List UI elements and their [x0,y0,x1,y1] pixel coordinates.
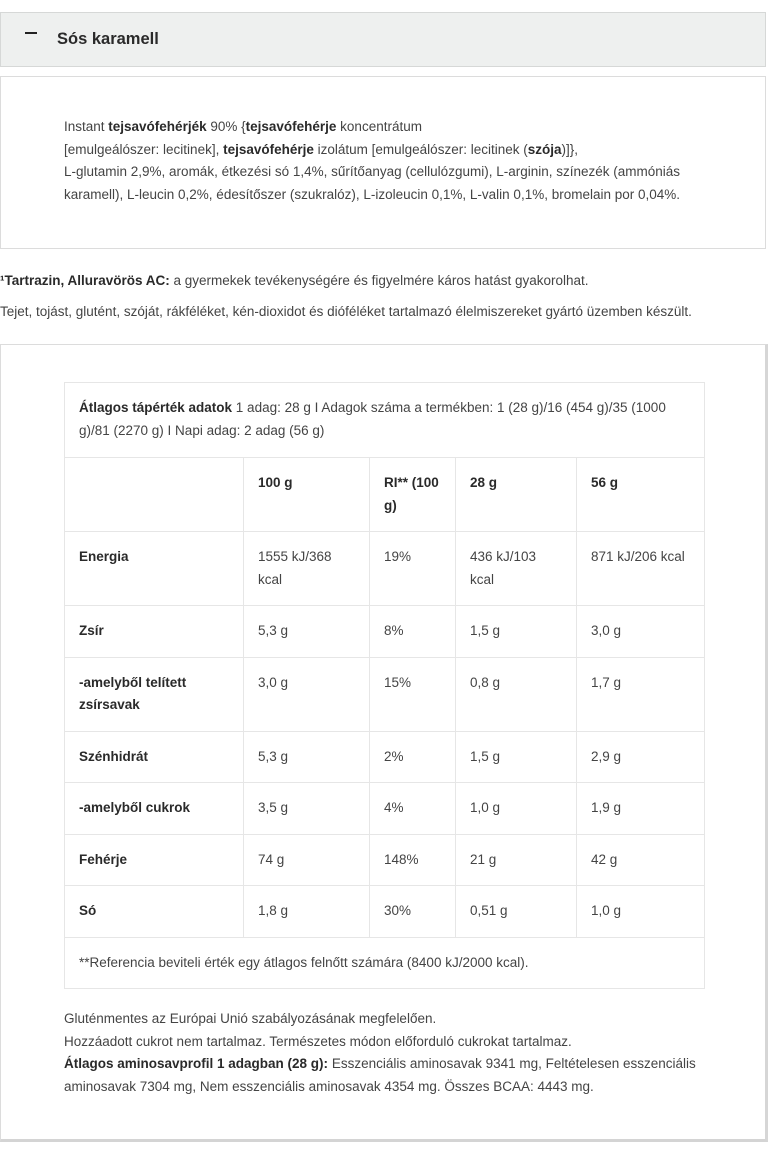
table-row [65,606,705,658]
header-cell: 56 g [577,458,705,532]
minus-icon[interactable] [25,32,37,34]
header-cell: 28 g [456,458,577,532]
allergen-highlight: tejsavófehérjék [108,119,207,134]
cell-28g: 0,51 g [456,886,577,938]
table-row [65,783,705,835]
cell-100g: 3,0 g [244,657,370,731]
text: 90% { [206,119,246,134]
text: koncentrátum [336,119,422,134]
text: karamell), L-leucin 0,2%, édesítőszer (szukralóz), L-izoleucin 0,1%, L-valin 0,1%, bromelain por 0,04%. [64,186,681,202]
row-label: Só [65,886,244,938]
ingredients-text [64,116,724,206]
ingredients-panel [0,76,766,249]
text: Instant [64,119,109,134]
cell-28g: 436 kJ/103 kcal [456,532,577,606]
text: [emulgeálószer: lecitinek], [64,141,224,157]
cell-100g: 3,5 g [244,783,370,835]
accordion-title: Sós karamell [57,30,159,48]
header-cell [65,458,244,532]
table-row [65,886,705,938]
ri-footnote: **Referencia beviteli érték egy átlagos felnőtt számára (8400 kJ/2000 kcal). [65,937,705,989]
header-cell: 100 g [244,458,370,532]
row-label: Zsír [65,606,244,658]
cell-56g: 42 g [577,834,705,886]
cell-28g: 1,0 g [456,783,577,835]
caption-title: Átlagos tápérték adatok [79,400,233,415]
cell-56g: 1,0 g [577,886,705,938]
row-label: Szénhidrát [65,731,244,783]
cell-56g: 1,9 g [577,783,705,835]
cell-ri: 2% [370,731,456,783]
header-cell: RI** (100 g) [370,458,456,532]
caption-text: 1 adag: 28 g I Adagok száma a termékben: 1 (28 g)/16 (454 g)/35 (1000 g)/81 (2270 g) I Napi adag: 2 adag (56 g) [79,400,666,438]
cell-100g: 1,8 g [244,886,370,938]
table-header-row [65,458,705,532]
allergen-note: Tejet, tojást, glutént, szóját, rákféléket, kén-dioxidot és dióféléket tartalmazó élelmiszereket gyártó üzemben készült. [0,304,692,319]
allergen-highlight: tejsavófehérje [223,141,314,157]
allergen-highlight: szója [527,141,562,157]
accordion-header-sos-karamell[interactable] [0,12,766,67]
allergen-highlight: tejsavófehérje [245,119,337,134]
cell-100g: 5,3 g [244,606,370,658]
amino-profile-label: Átlagos aminosavprofil 1 adagban (28 g): [64,1056,329,1071]
cell-ri: 30% [370,886,456,938]
cell-100g: 1555 kJ/368 kcal [244,532,370,606]
cell-56g: 3,0 g [577,606,705,658]
table-footnote-row [65,937,705,989]
row-label: -amelyből telített zsírsavak [65,657,244,731]
cell-ri: 15% [370,657,456,731]
sugar-claim: Hozzáadott cukrot nem tartalmaz. Természetes módon előforduló cukrokat tartalmaz. [64,1033,572,1049]
text: L-glutamin 2,9%, aromák, étkezési só 1,4%, sűrítőanyag (cellulózgumi), L-arginin, színezék (ammóniás [64,164,681,179]
cell-ri: 8% [370,606,456,658]
cell-ri: 148% [370,834,456,886]
warning-label: ¹Tartrazin, Alluravörös AC: [0,273,170,288]
cell-28g: 1,5 g [456,731,577,783]
cell-100g: 5,3 g [244,731,370,783]
cell-56g: 1,7 g [577,657,705,731]
warning-text: a gyermekek tevékenységére és figyelmére káros hatást gyakorolhat. [169,273,589,288]
cell-ri: 4% [370,783,456,835]
cell-28g: 1,5 g [456,606,577,658]
table-row [65,532,705,606]
cell-28g: 0,8 g [456,657,577,731]
cell-100g: 74 g [244,834,370,886]
row-label: Fehérje [65,834,244,886]
nutrition-panel [0,344,768,1142]
colorant-warning [0,273,589,288]
gluten-free-claim: Gluténmentes az Európai Unió szabályozásának megfelelően. [64,1011,437,1026]
cell-56g: 2,9 g [577,731,705,783]
cell-28g: 21 g [456,834,577,886]
amino-profile-text: Esszenciális aminosavak 9341 mg, Feltételesen esszenciális aminosavak 7304 mg, Nem esszenciális aminosavak 4354 mg. Összes BCAA: 4443 mg. [64,1056,696,1094]
cell-ri: 19% [370,532,456,606]
table-row [65,731,705,783]
table-row [65,657,705,731]
text: )]}, [561,141,578,157]
nutrition-table [64,382,705,989]
table-caption [65,383,705,458]
product-claims [64,1008,744,1098]
text: izolátum [emulgeálószer: lecitinek ( [313,141,528,157]
table-row [65,834,705,886]
cell-56g: 871 kJ/206 kcal [577,532,705,606]
row-label: -amelyből cukrok [65,783,244,835]
row-label: Energia [65,532,244,606]
